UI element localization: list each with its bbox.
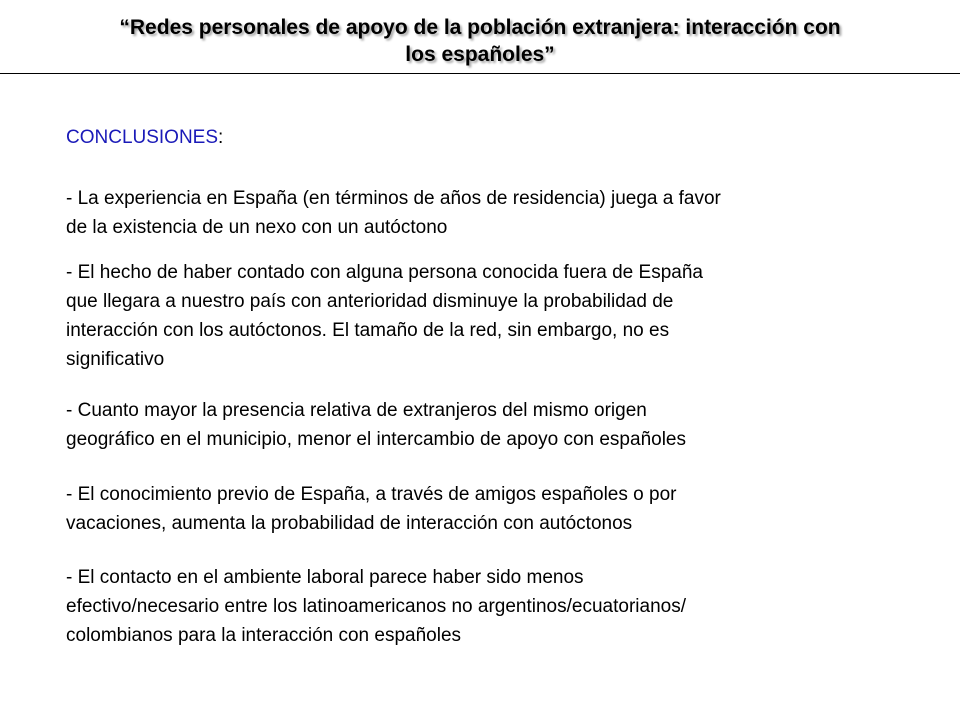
conclusion-paragraph-4: - El conocimiento previo de España, a través de amigos españoles o por vacaciones, aumenta la probabilidad de interacción con autóctonos [66, 484, 677, 534]
conclusion-paragraph-5: - El contacto en el ambiente laboral parece haber sido menos efectivo/necesario entre los latinoamericanos no argentinos/ecuatorianos/ colombianos para la interacción con españoles [66, 567, 686, 646]
slide-title: “Redes personales de apoyo de la población extranjera: interacción con los españoles” [119, 16, 841, 66]
conclusions-heading [66, 126, 223, 150]
conclusions-heading-label: CONCLUSIONES [66, 127, 219, 148]
conclusion-paragraph-2: - El hecho de haber contado con alguna persona conocida fuera de España que llegara a nuestro país con anterioridad disminuye la probabilidad de interacción con los autóctonos. El tamaño de la red, sin embargo, no es significativo [66, 262, 703, 370]
title-divider [0, 73, 960, 74]
conclusion-paragraph-3: - Cuanto mayor la presencia relativa de extranjeros del mismo origen geográfico en el municipio, menor el intercambio de apoyo con españoles [66, 400, 686, 450]
conclusion-paragraph-1: - La experiencia en España (en términos de años de residencia) juega a favor de la existencia de un nexo con un autóctono [66, 188, 721, 238]
conclusions-heading-colon: : [218, 127, 224, 148]
